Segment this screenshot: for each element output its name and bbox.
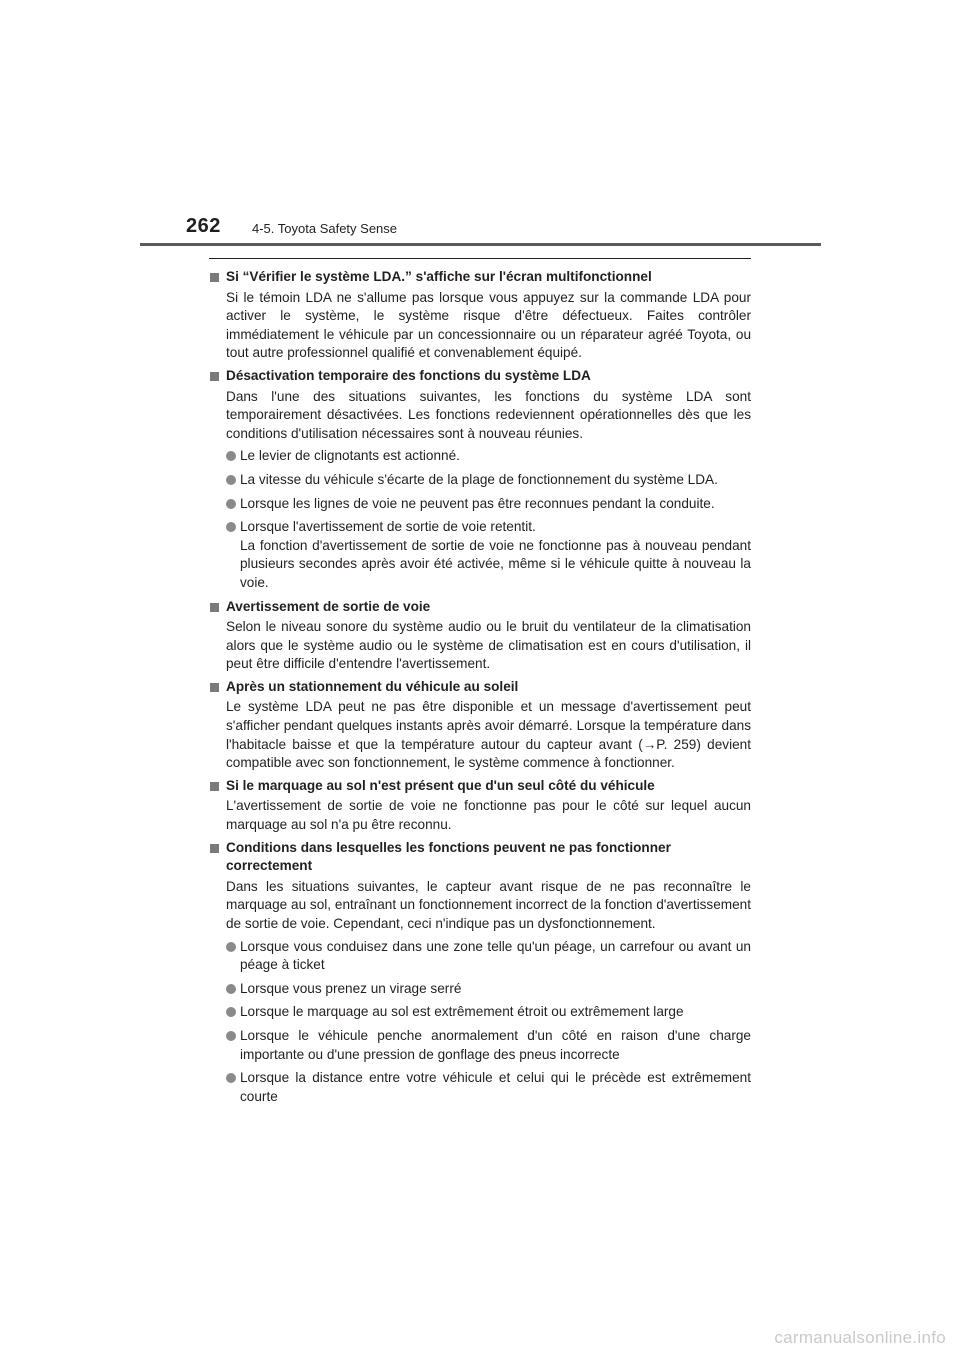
section-paragraph: Dans les situations suivantes, le capteur avant risque de ne pas reconnaître le marquage au sol, entraînant un fonctionnement incorrect de la fonction d'avertissement de sortie de voie. Cependant, ceci n'indique pas un dysfonctionnement. (226, 878, 751, 931)
section-paragraph: L'avertissement de sortie de voie ne fonctionne pas pour le côté sur lequel aucun marquage au sol n'a pu être reconnu. (226, 798, 751, 833)
bullet-body (240, 1027, 751, 1064)
section-heading (209, 598, 751, 617)
round-bullet-icon (226, 447, 240, 466)
watermark: carmanualsonline.info (774, 1328, 946, 1347)
section-heading-text: Désactivation temporaire des fonctions du système LDA (226, 367, 591, 383)
bullet-item (226, 938, 751, 975)
bullet-text: Lorsque le marquage au sol est extrêmement étroit ou extrêmement large (240, 1004, 684, 1020)
bullet-body (240, 938, 751, 975)
section-heading (209, 268, 751, 287)
round-bullet-icon (226, 518, 240, 592)
square-bullet-icon (209, 367, 226, 386)
round-bullet-icon (226, 938, 240, 975)
section-heading (209, 777, 751, 796)
bullet-item (226, 447, 751, 466)
page-header (0, 0, 960, 250)
bullet-body (240, 1003, 751, 1022)
bullet-text: Lorsque la distance entre votre véhicule et celui qui le précède est extrêmement courte (240, 1070, 751, 1104)
bullet-text: Lorsque les lignes de voie ne peuvent pas être reconnues pendant la conduite. (240, 495, 715, 511)
section-heading (209, 678, 751, 697)
bullet-note: La fonction d'avertissement de sortie de voie ne fonctionne pas à nouveau pendant plusieurs secondes après avoir été activée, même si le véhicule quitte à nouveau la voie. (240, 537, 751, 590)
square-bullet-icon (209, 777, 226, 796)
square-bullet-icon (209, 839, 226, 876)
bullet-body (240, 518, 751, 592)
bullet-item (226, 495, 751, 514)
manual-content (209, 258, 751, 1111)
section-heading (209, 367, 751, 386)
section-paragraph: Le système LDA peut ne pas être disponible et un message d'avertissement peut s'afficher pendant quelques instants après avoir démarré. Lorsque la température dans l'habitacle baisse et que la température autour du capteur avant (→P. 259) devient compatible avec son fonctionnement, le système commence à fonctionner. (226, 699, 751, 771)
round-bullet-icon (226, 1003, 240, 1022)
bullet-body (240, 980, 751, 999)
bullet-text: Lorsque vous conduisez dans une zone telle qu'un péage, un carrefour ou avant un péage à ticket (240, 938, 751, 973)
round-bullet-icon (226, 471, 240, 490)
section-block (209, 598, 751, 674)
section-block (209, 678, 751, 773)
section-paragraph: Dans l'une des situations suivantes, les fonctions du système LDA sont temporairement désactivées. Les fonctions redeviennent opérationnelles dès que les conditions d'utilisation nécessaires sont à nouveau réunies. (226, 388, 751, 441)
section-heading (209, 839, 751, 876)
round-bullet-icon (226, 495, 240, 514)
round-bullet-icon (226, 1027, 240, 1064)
bullet-text: Le levier de clignotants est actionné. (240, 448, 460, 464)
bullet-text: La vitesse du véhicule s'écarte de la plage de fonctionnement du système LDA. (240, 471, 718, 487)
section-paragraph: Selon le niveau sonore du système audio ou le bruit du ventilateur de la climatisation alors que le système audio ou le système de climatisation est en cours d'utilisation, il peut être difficile d'entendre l'avertissement. (226, 619, 751, 672)
section-heading-text: Conditions dans lesquelles les fonctions peuvent ne pas fonctionner correctement (226, 839, 671, 874)
section-title: 4-5. Toyota Safety Sense (252, 221, 398, 236)
bullet-item (226, 518, 751, 592)
round-bullet-icon (226, 980, 240, 999)
square-bullet-icon (209, 678, 226, 697)
page-number: 262 (186, 215, 221, 237)
section-heading-text: Si “Vérifier le système LDA.” s'affiche sur l'écran multifonctionnel (226, 269, 652, 284)
header-rule (140, 243, 821, 246)
bullet-item (226, 980, 751, 999)
bullet-text: Lorsque vous prenez un virage serré (240, 980, 462, 996)
section-paragraph: Si le témoin LDA ne s'allume pas lorsque vous appuyez sur la commande LDA pour activer le système, le système risque d'être défectueux. Faites contrôler immédiatement le véhicule par un concessionnaire ou un réparateur agréé Toyota, ou tout autre professionnel qualifié et convenablement équipé. (226, 289, 751, 361)
bullet-text: Lorsque le véhicule penche anormalement d'un côté en raison d'une charge importante ou d'une pression de gonflage des pneus incorrecte (240, 1027, 751, 1062)
bullet-body (240, 471, 751, 490)
bullet-item (226, 1027, 751, 1064)
section-block (209, 777, 751, 835)
bullet-body (240, 447, 751, 466)
bullet-body (240, 495, 751, 514)
square-bullet-icon (209, 268, 226, 287)
bullet-text: Lorsque l'avertissement de sortie de voie retentit. (240, 519, 536, 535)
section-block (209, 367, 751, 593)
round-bullet-icon (226, 1069, 240, 1106)
bullet-body (240, 1069, 751, 1106)
section-heading-text: Avertissement de sortie de voie (226, 598, 431, 614)
section-block (209, 839, 751, 1107)
bullet-item (226, 1069, 751, 1106)
section-heading-text: Après un stationnement du véhicule au soleil (226, 678, 519, 694)
bullet-item (226, 1003, 751, 1022)
section-block (209, 268, 751, 363)
square-bullet-icon (209, 598, 226, 617)
bullet-item (226, 471, 751, 490)
section-heading-text: Si le marquage au sol n'est présent que d'un seul côté du véhicule (226, 777, 655, 793)
